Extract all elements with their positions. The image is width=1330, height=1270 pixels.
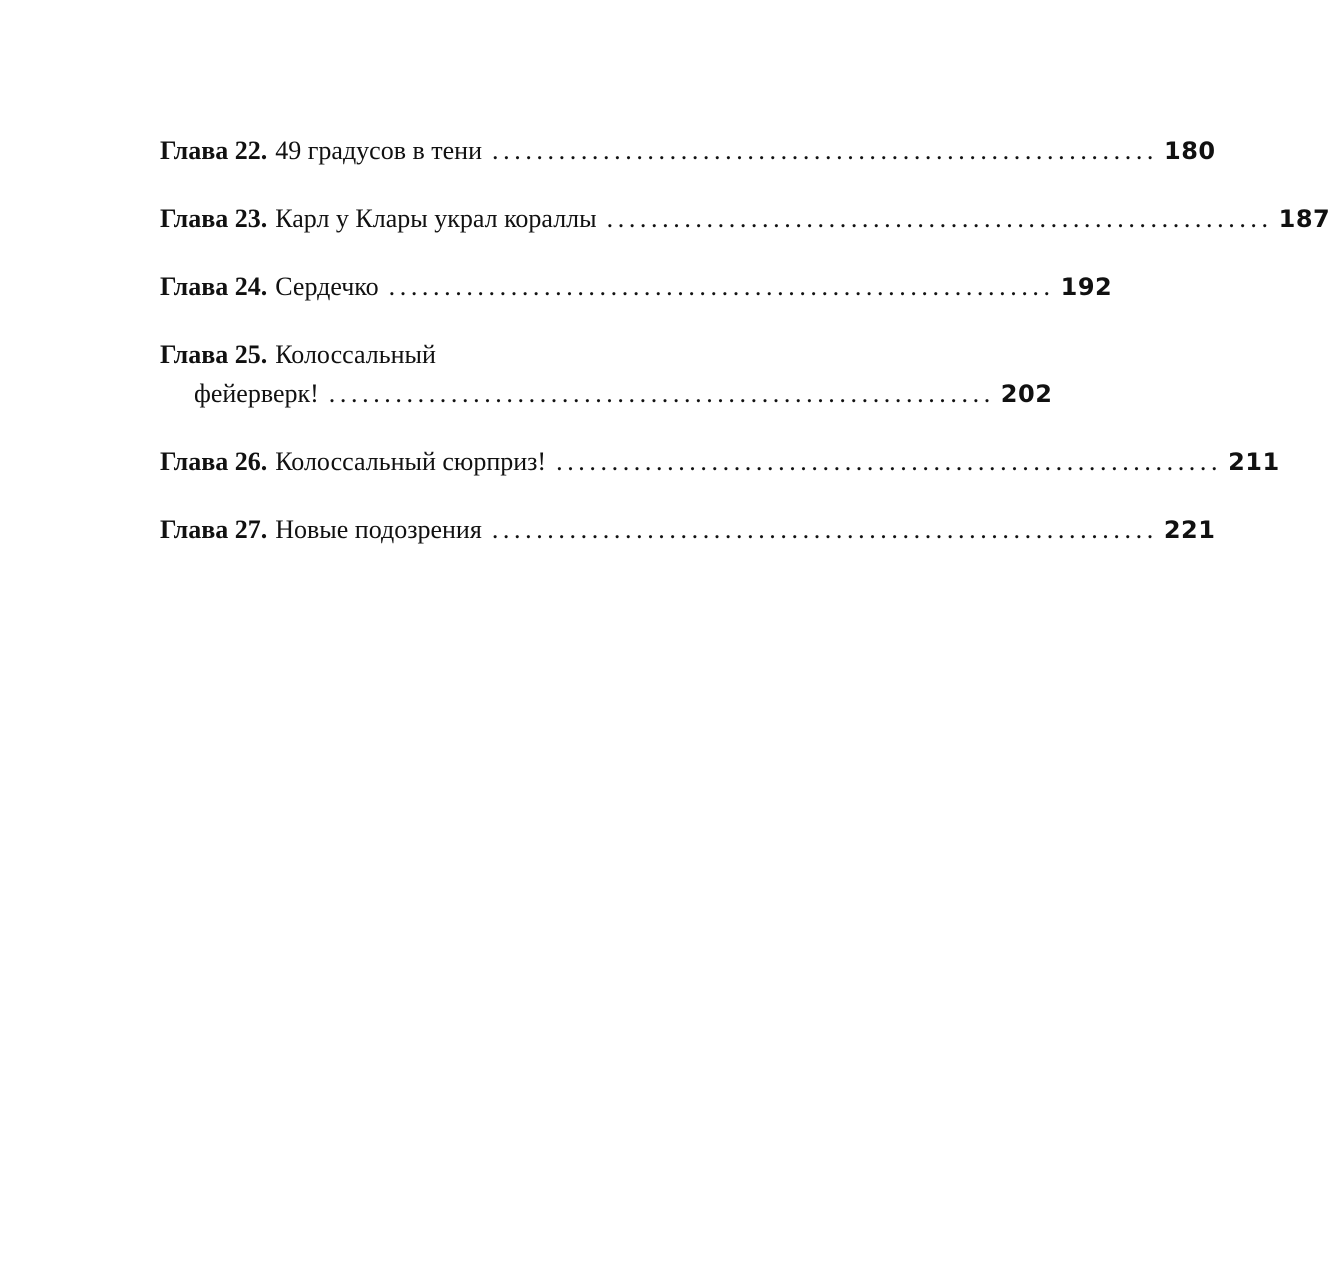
leader-dots: ............................................................ — [328, 379, 995, 408]
toc-entry-chapter-25[interactable] — [160, 340, 1053, 408]
toc-entry-chapter-23[interactable] — [160, 204, 1330, 233]
toc-line — [160, 515, 1216, 544]
toc-line — [160, 341, 767, 368]
chapter-label: Глава 25. — [160, 340, 268, 369]
chapter-title: Сердечко — [275, 272, 379, 301]
page-number: 202 — [1000, 380, 1053, 408]
chapter-label: Глава 26. — [160, 447, 268, 476]
page-number: 180 — [1164, 137, 1216, 165]
chapter-title: Колоссальный сюрприз! — [275, 447, 547, 476]
chapter-title: 49 градусов в тени — [275, 136, 483, 165]
toc-entry-chapter-24[interactable] — [160, 272, 1113, 301]
toc-entry-chapter-27[interactable] — [160, 515, 1216, 544]
page-number: 192 — [1060, 273, 1113, 301]
chapter-label: Глава 27. — [160, 515, 268, 544]
toc-entry-chapter-22[interactable] — [160, 136, 1216, 165]
toc-line — [160, 136, 1216, 165]
leader-dots: ............................................................ — [491, 515, 1158, 544]
leader-dots: ............................................................ — [492, 136, 1159, 165]
leader-dots: ............................................................ — [388, 272, 1055, 301]
toc-line — [160, 447, 1280, 476]
chapter-title: Новые подозрения — [275, 515, 482, 544]
chapter-title: Карл у Клары украл кораллы — [275, 204, 597, 233]
chapter-label: Глава 24. — [160, 272, 268, 301]
toc-entry-chapter-26[interactable] — [160, 447, 1280, 476]
page-number: 187 — [1278, 205, 1330, 233]
chapter-title: Колоссальный — [275, 340, 436, 369]
page-number: 221 — [1163, 516, 1216, 544]
leader-dots: ............................................................ — [606, 204, 1273, 233]
leader-dots: ............................................................ — [556, 447, 1223, 476]
toc-line-continuation — [160, 379, 1053, 408]
table-of-contents — [160, 136, 1330, 584]
chapter-title-continuation: фейерверк! — [194, 379, 319, 408]
chapter-label: Глава 23. — [160, 204, 268, 233]
toc-line — [160, 204, 1330, 233]
chapter-label: Глава 22. — [160, 136, 268, 165]
toc-line — [160, 272, 1113, 301]
page-number: 211 — [1228, 448, 1280, 476]
